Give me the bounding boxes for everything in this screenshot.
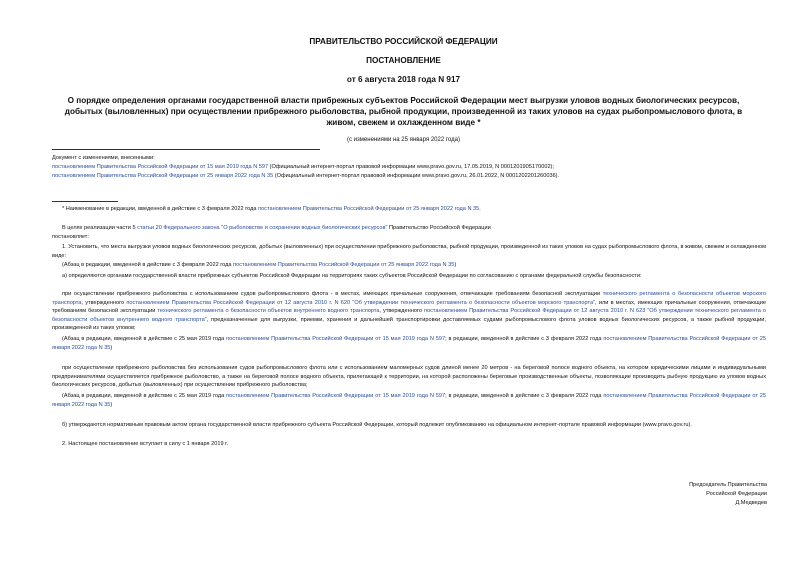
vessels-note-b: ; в редакции, введенной в действие с 3 февраля 2022 года — [445, 336, 604, 342]
law-article-link[interactable]: статьи 20 Федерального закона "О рыболовстве и сохранении водных биологических ресурсов" — [137, 225, 388, 231]
signature-country: Российской Федерации — [706, 491, 767, 497]
edit-note-text-b: ) — [454, 262, 457, 268]
edit-note-text-a: (Абзац в редакции, введенной в действие с 3 февраля 2022 года — [62, 262, 234, 268]
subclause-a-coast: при осуществлении прибрежного рыболовства без использования судов рыбопромыслового флота или с использованием маломерных судов длиной менее 20 метров - на береговой полосе водного объекта, на котором юридическими лицами и индивидуальными предпринимателями осуществляется прибрежное рыболовство, а также на береговой полосе водного объекта, прилегающей к территории, на которой расположены береговые производственные объекты, позволяющие производить рыбную продукцию из уловов водных биологических ресурсов, добытых (выловленных) при осуществлении прибрежного рыболовства; — [52, 365, 766, 389]
resolution-35-link-2[interactable]: постановлением Правительства Российской Федерации от 25 января 2022 года N 35 — [52, 393, 767, 408]
amendment-link-1[interactable]: постановлением Правительства Российской Федерации от 15 мая 2019 года N 597 — [52, 164, 269, 170]
vessels-note-a: (Абзац в редакции, введенной в действие с 25 мая 2019 года — [62, 336, 227, 342]
resolution-623-link[interactable]: постановлением Правительства Российской Федерации от 12 августа 2010 г. N 623 "Об утверждении технического регламента о безопасности объектов внутреннего водного транспорта" — [52, 308, 767, 323]
preamble-text-a: В целях реализации части 5 — [62, 225, 138, 231]
document-type: ПОСТАНОВЛЕНИЕ — [366, 56, 441, 65]
document-title: О порядке определения органами государственной власти прибрежных субъектов Российской Федерации мест выгрузки уловов водных биологических ресурсов, добытых (выловленных) при осуществлении прибрежного рыболовства, рыбной продукции, произведенной из таких уловов на судах рыбопромыслового флота, в живом, свежем и охлажденном виде * — [64, 96, 743, 127]
signature-position: Председатель Правительства — [689, 482, 767, 488]
resolution-620-link[interactable]: постановлением Правительства Российской Федерации от 12 августа 2010 г. N 620 "Об утверждении технического регламента о безопасности объектов морского транспорта" — [126, 299, 596, 306]
coast-note-c: ) — [110, 401, 113, 408]
divider-footnote — [52, 201, 118, 202]
vessels-edit-note — [52, 335, 766, 352]
resolution-35-link[interactable]: постановлением Правительства Российской Федерации от 25 января 2022 года N 35 — [52, 336, 767, 351]
amendment-text-2: (Официальный интернет-портал правовой информации www.pravo.gov.ru, 26.01.2022, N 0001202201260036). — [273, 173, 560, 179]
amendment-link-2[interactable]: постановлением Правительства Российской Федерации от 25 января 2022 года N 35 — [52, 173, 274, 179]
signature-block — [689, 481, 767, 508]
footnote-link[interactable]: постановлением Правительства Российской Федерации от 25 января 2022 года N 35 — [258, 206, 480, 212]
subclause-a: а) определяются органами государственной власти прибрежных субъектов Российской Федерации на территориях таких субъектов Российской Федерации по согласованию с органами федеральной службы безопасности: — [62, 273, 642, 279]
resolution-597-link-2[interactable]: постановлением Правительства Российской Федерации от 15 мая 2019 года N 597 — [226, 393, 446, 399]
subclause-a-vessels — [52, 290, 766, 333]
clause-1: 1. Установить, что места выгрузки уловов водных биологических ресурсов, добытых (выловленных) при осуществлении прибрежного рыболовства, рыбной продукции, произведенной из таких уловов на судах рыбопромыслового флота, в живом, свежем и охлажденном виде: — [52, 244, 766, 259]
footnote-end: . — [479, 206, 481, 212]
amendment-text-1: (Официальный интернет-портал правовой информации www.pravo.gov.ru, 17.05.2019, N 0001201905170002); — [268, 164, 554, 170]
vessels-note-c: ) — [110, 344, 113, 351]
preamble — [52, 224, 766, 233]
vessels-text-c: , или в местах, имеющих причальные сооружения, отвечающие требованиям безопасной эксплуатации — [52, 299, 766, 315]
vessels-text-d: , утвержденного — [379, 308, 424, 315]
coast-note-a: (Абзац в редакции, введенной в действие с 25 мая 2019 года — [62, 393, 227, 399]
coast-edit-note — [52, 392, 766, 409]
edit-note-link[interactable]: постановлением Правительства Российской Федерации от 25 января 2022 года N 35 — [233, 262, 455, 268]
vessels-text-e: , предназначенные для выгрузки, приемки, хранения и дальнейшей транспортировки доставляемых судами рыбопромыслового флота уловов водных биологических ресурсов, а также рыбной продукции, произведенной из таких уловов; — [52, 316, 766, 332]
clause-1-edit-note — [52, 261, 766, 270]
amendment-item-1 — [52, 163, 766, 172]
vessels-text-a: при осуществлении прибрежного рыболовства с использованием судов рыбопромыслового флота - в местах, имеющих причальные сооружения, отвечающие требованиям безопасной эксплуатации — [62, 291, 603, 297]
clause-2: 2. Настоящее постановление вступает в силу с 1 января 2019 г. — [62, 441, 229, 447]
preamble-text-b: Правительство Российской Федерации — [387, 225, 491, 231]
resolution-597-link[interactable]: постановлением Правительства Российской Федерации от 15 мая 2019 года N 597 — [226, 336, 446, 342]
inland-regulation-link[interactable]: технического регламента о безопасности объектов внутреннего водного транспорта — [157, 308, 380, 315]
subclause-b: б) утверждаются нормативным правовым актом органа государственной власти прибрежного субъекта Российской Федерации, который подлежит опубликованию на официальном интернет-портале правовой информации (www.pravo.gov.ru). — [62, 422, 692, 428]
marine-regulation-link[interactable]: технического регламента о безопасности объектов морского транспорта — [52, 291, 766, 306]
divider-top — [52, 149, 320, 150]
government-heading: ПРАВИТЕЛЬСТВО РОССИЙСКОЙ ФЕДЕРАЦИИ — [309, 37, 498, 46]
changes-note: (с изменениями на 25 января 2022 года) — [347, 137, 460, 143]
coast-note-b: ; в редакции, введенной в действие с 3 февраля 2022 года — [445, 393, 604, 399]
vessels-text-b: , утвержденного — [81, 299, 127, 306]
document-date-number: от 6 августа 2018 года N 917 — [346, 75, 461, 84]
amendments-intro: Документ с изменениями, внесенными: — [52, 155, 155, 161]
resolves-word: постановляет: — [52, 234, 89, 240]
amendment-item-2 — [52, 172, 766, 181]
signature-name: Д.Медведев — [735, 500, 767, 506]
footnote — [52, 205, 766, 214]
footnote-text: * Наименование в редакции, введенной в действие с 3 февраля 2022 года — [62, 206, 259, 212]
